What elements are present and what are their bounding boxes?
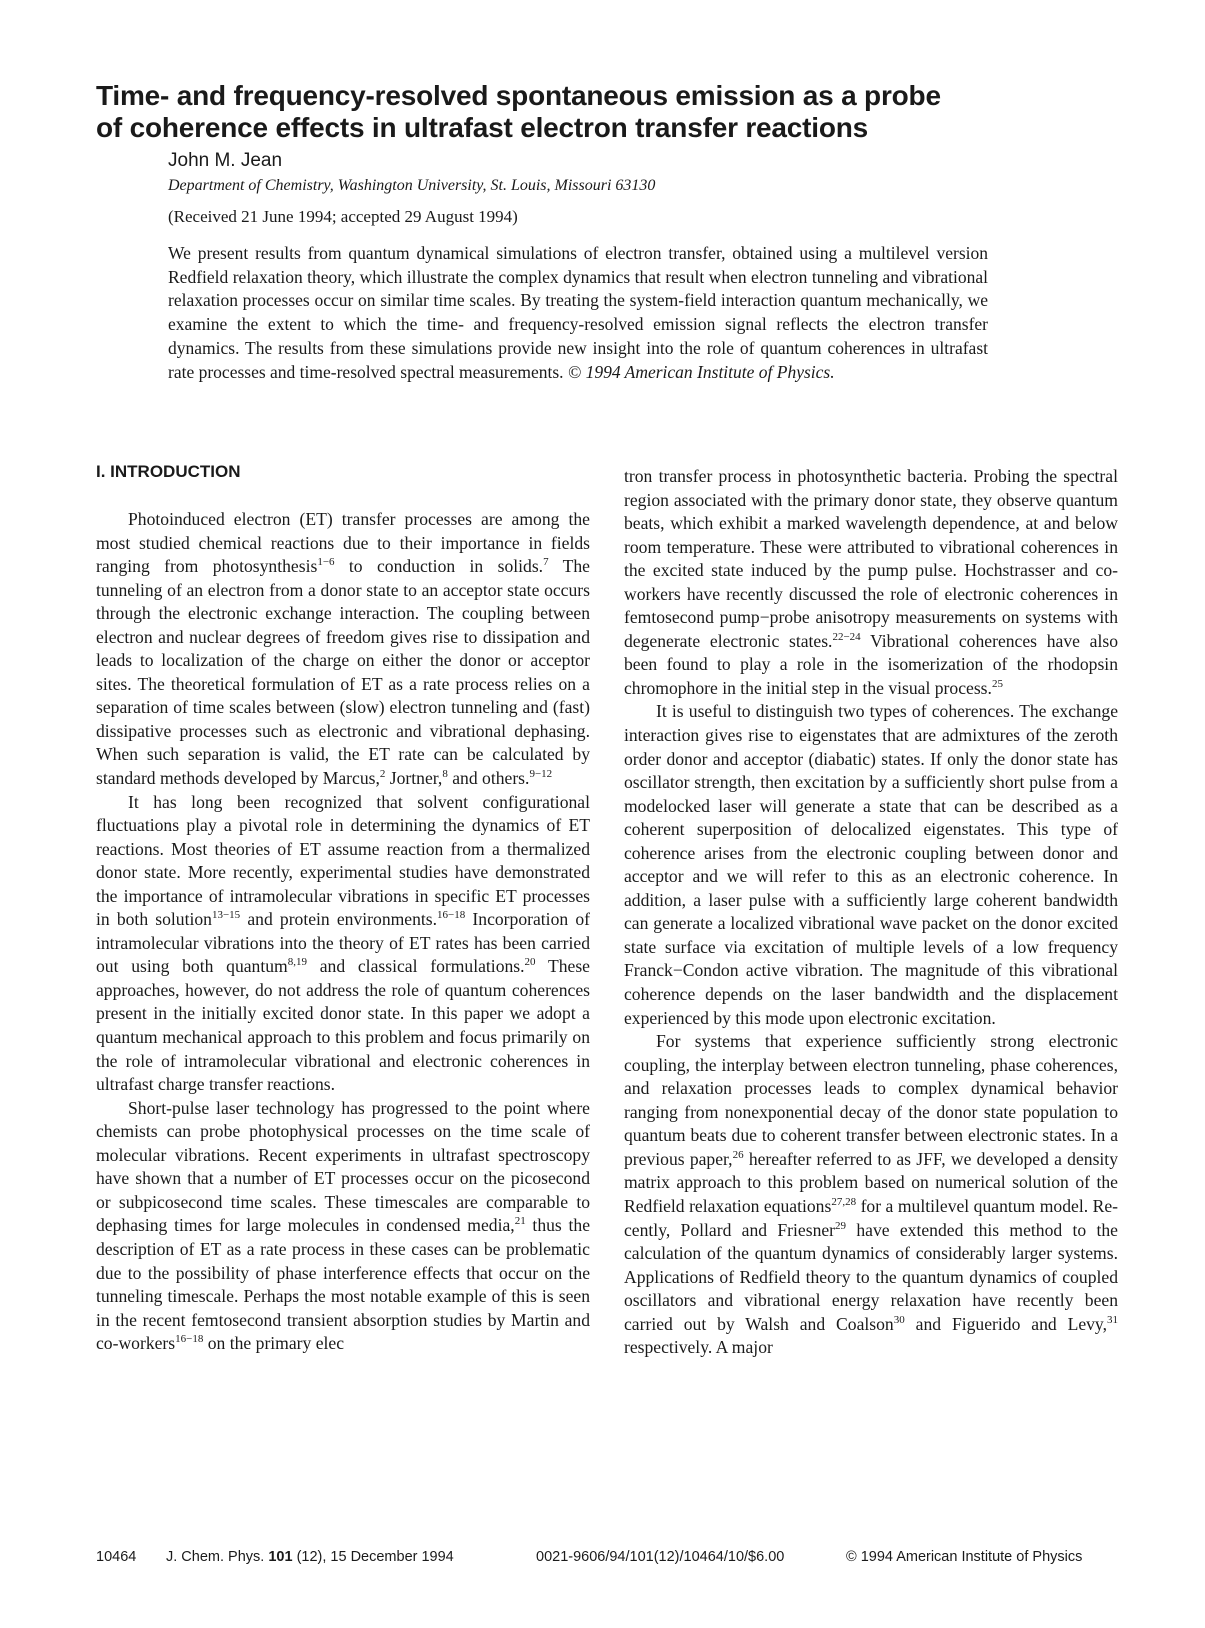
right-column xyxy=(624,465,1118,1360)
article-code: 0021-9606/94/101(12)/10464/10/$6.00 xyxy=(536,1549,785,1565)
paragraph xyxy=(624,465,1118,700)
abstract xyxy=(168,242,988,384)
abstract-text: We present results from quantum dynamical simulations of electron transfer, obtained using a multilevel version Redfield relaxation theory, which illustrate the complex dynamics that result when electron tunneling and vibrational relaxation processes occur on similar time scales. By treating the system-field interaction quantum mechanically, we examine the extent to which the time- and frequency-resolved emission signal reflects the electron transfer dynamics. The results from these simulations provide new insight into the role of quantum coherences in ultrafast rate processes and time-resolved spectral measurements. xyxy=(168,243,988,382)
citation-superscript: 31 xyxy=(1106,1313,1118,1326)
title-line-1: Time- and frequency-resolved spontaneous emission as a probe xyxy=(96,80,941,111)
text-run: to conduction in solids. xyxy=(334,556,544,577)
text-run: thus the description of ET as a rate process in these cases can be problematic due to the possibility of phase interference effects that occur on the tunneling timescale. Perhaps the most notable example of this is seen in the recent femtosecond transient absorption studies by Martin and co-workers xyxy=(96,1215,590,1354)
text-run: hereafter referred to as JFF, we developed a density matrix approach to this problem based on numerical solution of the Redfield relaxation equations xyxy=(624,1148,1118,1216)
article-title xyxy=(96,80,1056,144)
journal-volume: 101 xyxy=(268,1549,293,1565)
title-line-2: of coherence effects in ultrafast electron transfer reactions xyxy=(96,112,869,143)
author-affiliation: Department of Chemistry, Washington University, St. Louis, Missouri 63130 xyxy=(168,177,656,194)
paragraph xyxy=(624,700,1118,1030)
left-column xyxy=(96,508,590,1356)
text-run: Jortner, xyxy=(385,768,443,789)
text-run: Incorporation of intramolecular vibrations into the theory of ET rates has been carried out using both quantum xyxy=(96,909,590,977)
citation-superscript: 2 xyxy=(379,768,386,781)
citation-superscript: 8,19 xyxy=(287,956,307,969)
text-run: and classical formulations. xyxy=(306,956,525,977)
citation-superscript: 20 xyxy=(524,956,536,969)
citation-superscript: 30 xyxy=(893,1313,905,1326)
text-run: It has long been recognized that solvent configurational fluctuations play a pivotal role in determining the dynamics of ET reactions. Most theories of ET assume reaction from a thermalized donor state. More recently, experimental studies have demonstrated the importance of intramolecular vibrations in specific ET processes in both solution xyxy=(96,791,590,930)
text-run: for a multilevel quantum model. Recently, Pollard and Friesner xyxy=(624,1195,1118,1240)
text-run: For systems that experience sufficiently strong electronic coupling, the interplay between electron tunneling, phase coherences, and relaxation processes leads to complex dynamical behavior ranging from nonexponential decay of the donor state population to quantum beats due to coherent transfer between electronic states. In a previous paper, xyxy=(624,1031,1118,1169)
text-run: The tunneling of an electron from a donor state to an acceptor state occurs through the electronic exchange interaction. The coupling between electron and nuclear degrees of freedom gives rise to dissipation and leads to localization of the charge on either the donor or acceptor sites. The theoretical formulation of ET as a rate process relies on a separation of time scales between (slow) electron tunneling and (fast) dissipative processes such as electronic and vibrational dephasing. When such separation is valid, the ET rate can be calculated by standard methods developed by Marcus, xyxy=(96,556,590,789)
citation-superscript: 13−15 xyxy=(211,909,241,922)
citation-superscript: 22−24 xyxy=(832,630,861,643)
citation-superscript: 9−12 xyxy=(529,768,553,781)
received-dates: (Received 21 June 1994; accepted 29 August 1994) xyxy=(168,207,518,226)
journal-issue-date: (12), 15 December 1994 xyxy=(296,1549,454,1565)
text-run: tron transfer process in photosynthetic bacteria. Probing the spectral region associated with the primary donor state, they observe quantum beats, which exhibit a marked wavelength dependence, at and below room temperature. These were attributed to vibrational coherences in the excited state induced by the pump pulse. Hochstrasser and co-workers have recently discussed the role of electronic coherences in femtosecond pump−probe anisotropy measurements on systems with degenerate electronic states. xyxy=(624,466,1118,651)
journal-name: J. Chem. Phys. xyxy=(166,1549,265,1565)
citation-superscript: 16−18 xyxy=(437,909,466,922)
paragraph xyxy=(96,1097,590,1356)
citation-superscript: 29 xyxy=(835,1219,847,1232)
text-run: respectively. A major xyxy=(624,1337,773,1358)
journal-citation xyxy=(166,1549,454,1565)
citation-superscript: 25 xyxy=(991,677,1003,690)
paragraph xyxy=(624,1030,1118,1360)
abstract-copyright: © 1994 American Institute of Physics. xyxy=(567,361,835,382)
citation-superscript: 26 xyxy=(732,1148,744,1161)
page-number: 10464 xyxy=(96,1549,137,1565)
text-run: Vibrational coherences have also been found to play a role in the isomerization of the rhodopsin chromophore in the initial step in the visual process. xyxy=(624,630,1118,698)
text-run: on the primary elec xyxy=(203,1333,345,1354)
text-run: have extended this method to the calculation of the quantum dynamics of considerably larger systems. Applications of Redfield theory to the quantum dynamics of coupled oscillators and vibrational energy relaxation have recently been carried out by Walsh and Coalson xyxy=(624,1219,1118,1334)
text-run: and others. xyxy=(447,768,530,789)
citation-superscript: 8 xyxy=(442,768,448,781)
page-footer xyxy=(0,1549,1205,1573)
text-run: Photoinduced electron (ET) transfer processes are among the most studied chemical reactions due to their importance in fields ranging from photosynthesis xyxy=(96,509,590,577)
footer-copyright: © 1994 American Institute of Physics xyxy=(846,1549,1083,1565)
section-heading-introduction: I. INTRODUCTION xyxy=(96,462,241,481)
text-run: These approaches, however, do not address the role of quantum coherences present in the initially excited donor state. In this paper we adopt a quantum mechanical approach to this problem and focus primarily on the role of intramolecular vibrational and electronic coherences in ultrafast charge transfer reactions. xyxy=(96,956,590,1095)
author-name: John M. Jean xyxy=(168,150,283,171)
citation-superscript: 1−6 xyxy=(317,556,335,569)
paragraph xyxy=(96,791,590,1097)
paragraph xyxy=(96,508,590,791)
citation-superscript: 27,28 xyxy=(831,1195,857,1208)
citation-superscript: 7 xyxy=(543,556,549,569)
text-run: and protein environments. xyxy=(240,909,438,930)
text-run: and Figuerido and Levy, xyxy=(904,1313,1107,1334)
citation-superscript: 21 xyxy=(514,1215,526,1228)
citation-superscript: 16−18 xyxy=(175,1333,204,1346)
text-run: Short-pulse laser technology has progressed to the point where chemists can probe photophysical processes on the time scale of molecular vibrations. Recent experiments in ultrafast spectroscopy have shown that a number of ET processes occur on the picosecond or subpicosecond time scales. These timescales are comparable to dephasing times for large molecules in condensed media, xyxy=(96,1097,590,1236)
text-run: It is useful to distinguish two types of coherences. The exchange interaction gives rise to eigenstates that are admixtures of the zeroth order donor and acceptor (diabatic) states. If only the donor state has oscillator strength, then excitation by a sufficiently short pulse from a modelocked laser will generate a state that can be described as a coherent superposition of delocalized eigenstates. This type of coherence arises from the electronic coupling between donor and acceptor and we will refer to this as an electronic coherence. In addition, a laser pulse with a sufficiently large coherent bandwidth can generate a localized vibrational wave packet on the donor excited state surface via excitation of multiple levels of a low frequency Franck−Condon active vibration. The magnitude of this vibrational coherence depends on the laser bandwidth and the displacement experienced by this mode upon electronic excitation. xyxy=(624,701,1118,1028)
